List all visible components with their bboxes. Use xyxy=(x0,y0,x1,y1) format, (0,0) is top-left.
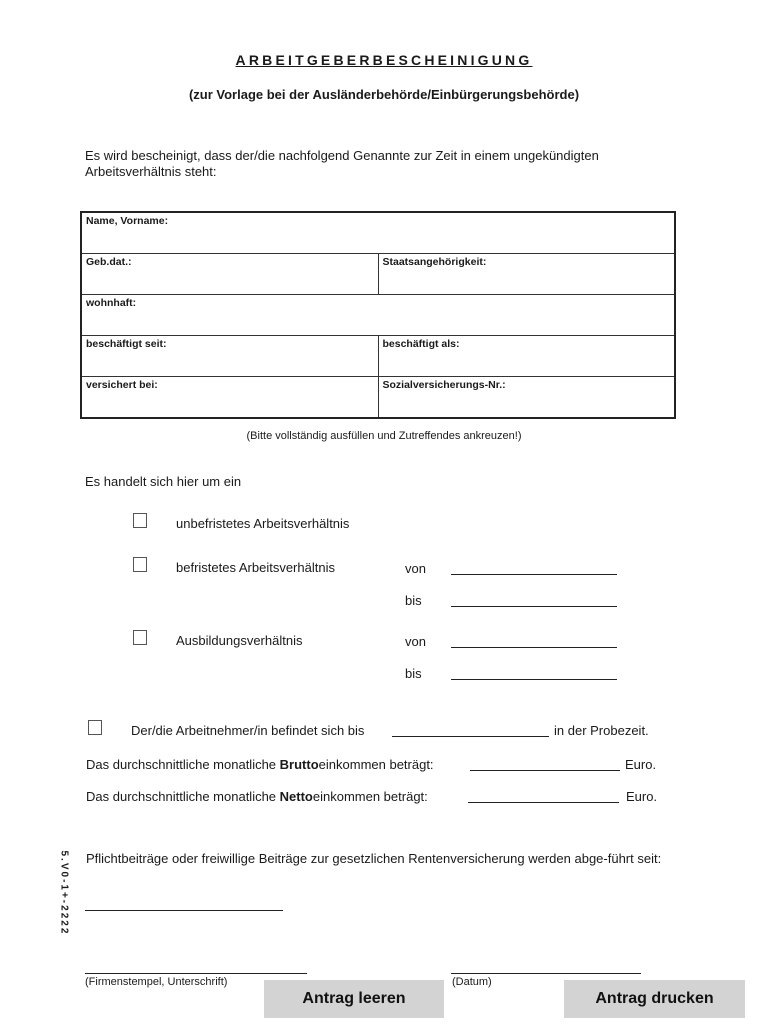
clear-form-button[interactable]: Antrag leeren xyxy=(264,980,444,1018)
netto-bold: Netto xyxy=(279,789,313,804)
ausbildung-bis-line[interactable] xyxy=(451,679,617,680)
probezeit-text: Der/die Arbeitnehmer/in befindet sich bis xyxy=(131,723,365,738)
ausbildung-checkbox[interactable] xyxy=(133,630,147,645)
type-intro: Es handelt sich hier um ein xyxy=(85,474,242,489)
brutto-unit: Euro. xyxy=(625,757,657,772)
signature-line[interactable] xyxy=(85,973,307,974)
befristet-bis-label: bis xyxy=(405,593,422,608)
form-code: 5.V0-1+-2222 xyxy=(58,850,70,936)
befristet-label: befristetes Arbeitsverhältnis xyxy=(176,560,335,575)
intro-text: Es wird bescheinigt, dass der/die nachfolgend Genannte zur Zeit in einem ungekündigten Arbeitsverhältnis steht: xyxy=(85,148,599,179)
employed-as-label: beschäftigt als: xyxy=(382,338,460,350)
brutto-post: einkommen beträgt: xyxy=(318,757,434,772)
netto-line[interactable] xyxy=(468,802,619,803)
social-security-label: Sozialversicherungs-Nr.: xyxy=(382,379,506,391)
probezeit-suffix: in der Probezeit. xyxy=(554,723,649,738)
rente-line[interactable] xyxy=(85,910,283,911)
ausbildung-bis-label: bis xyxy=(405,666,422,681)
signature-label: (Firmenstempel, Unterschrift) xyxy=(85,976,228,988)
probezeit-line[interactable] xyxy=(392,736,549,737)
insured-at-label: versichert bei: xyxy=(86,379,158,391)
nationality-label: Staatsangehörigkeit: xyxy=(382,256,487,268)
ausbildung-label: Ausbildungsverhältnis xyxy=(176,633,303,648)
address-label: wohnhaft: xyxy=(86,297,137,309)
brutto-line[interactable] xyxy=(470,770,620,771)
netto-post: einkommen beträgt: xyxy=(312,789,428,804)
unbefristet-checkbox[interactable] xyxy=(133,513,147,528)
employed-since-label: beschäftigt seit: xyxy=(86,338,167,350)
befristet-checkbox[interactable] xyxy=(133,557,147,572)
date-label: (Datum) xyxy=(452,976,492,988)
employee-data-table xyxy=(80,211,676,419)
netto-unit: Euro. xyxy=(626,789,658,804)
probezeit-checkbox[interactable] xyxy=(88,720,102,735)
fill-hint: (Bitte vollständig ausfüllen und Zutreffendes ankreuzen!) xyxy=(246,430,522,442)
name-label: Name, Vorname: xyxy=(86,215,169,227)
rente-text: Pflichtbeiträge oder freiwillige Beiträge zur gesetzlichen Rentenversicherung werden abge-führt seit: xyxy=(86,851,662,866)
birthdate-label: Geb.dat.: xyxy=(86,256,132,268)
netto-pre: Das durchschnittliche monatliche xyxy=(86,789,280,804)
document-title: ARBEITGEBERBESCHEINIGUNG xyxy=(235,52,533,68)
date-line[interactable] xyxy=(451,973,641,974)
brutto-pre: Das durchschnittliche monatliche xyxy=(86,757,280,772)
address-field[interactable] xyxy=(81,295,675,336)
name-field[interactable] xyxy=(81,212,675,254)
nationality-field[interactable] xyxy=(378,254,675,295)
ausbildung-von-label: von xyxy=(405,634,426,649)
ausbildung-von-line[interactable] xyxy=(451,647,617,648)
netto-text xyxy=(86,789,428,804)
unbefristet-label: unbefristetes Arbeitsverhältnis xyxy=(176,516,350,531)
social-security-field[interactable] xyxy=(378,377,675,419)
employed-since-field[interactable] xyxy=(81,336,378,377)
befristet-von-line[interactable] xyxy=(451,574,617,575)
brutto-text xyxy=(86,757,434,772)
insured-at-field[interactable] xyxy=(81,377,378,419)
document-subtitle: (zur Vorlage bei der Ausländerbehörde/Einbürgerungsbehörde) xyxy=(188,87,580,102)
befristet-bis-line[interactable] xyxy=(451,606,617,607)
employed-as-field[interactable] xyxy=(378,336,675,377)
birthdate-field[interactable] xyxy=(81,254,378,295)
print-form-button[interactable]: Antrag drucken xyxy=(564,980,745,1018)
brutto-bold: Brutto xyxy=(279,757,319,772)
befristet-von-label: von xyxy=(405,561,426,576)
